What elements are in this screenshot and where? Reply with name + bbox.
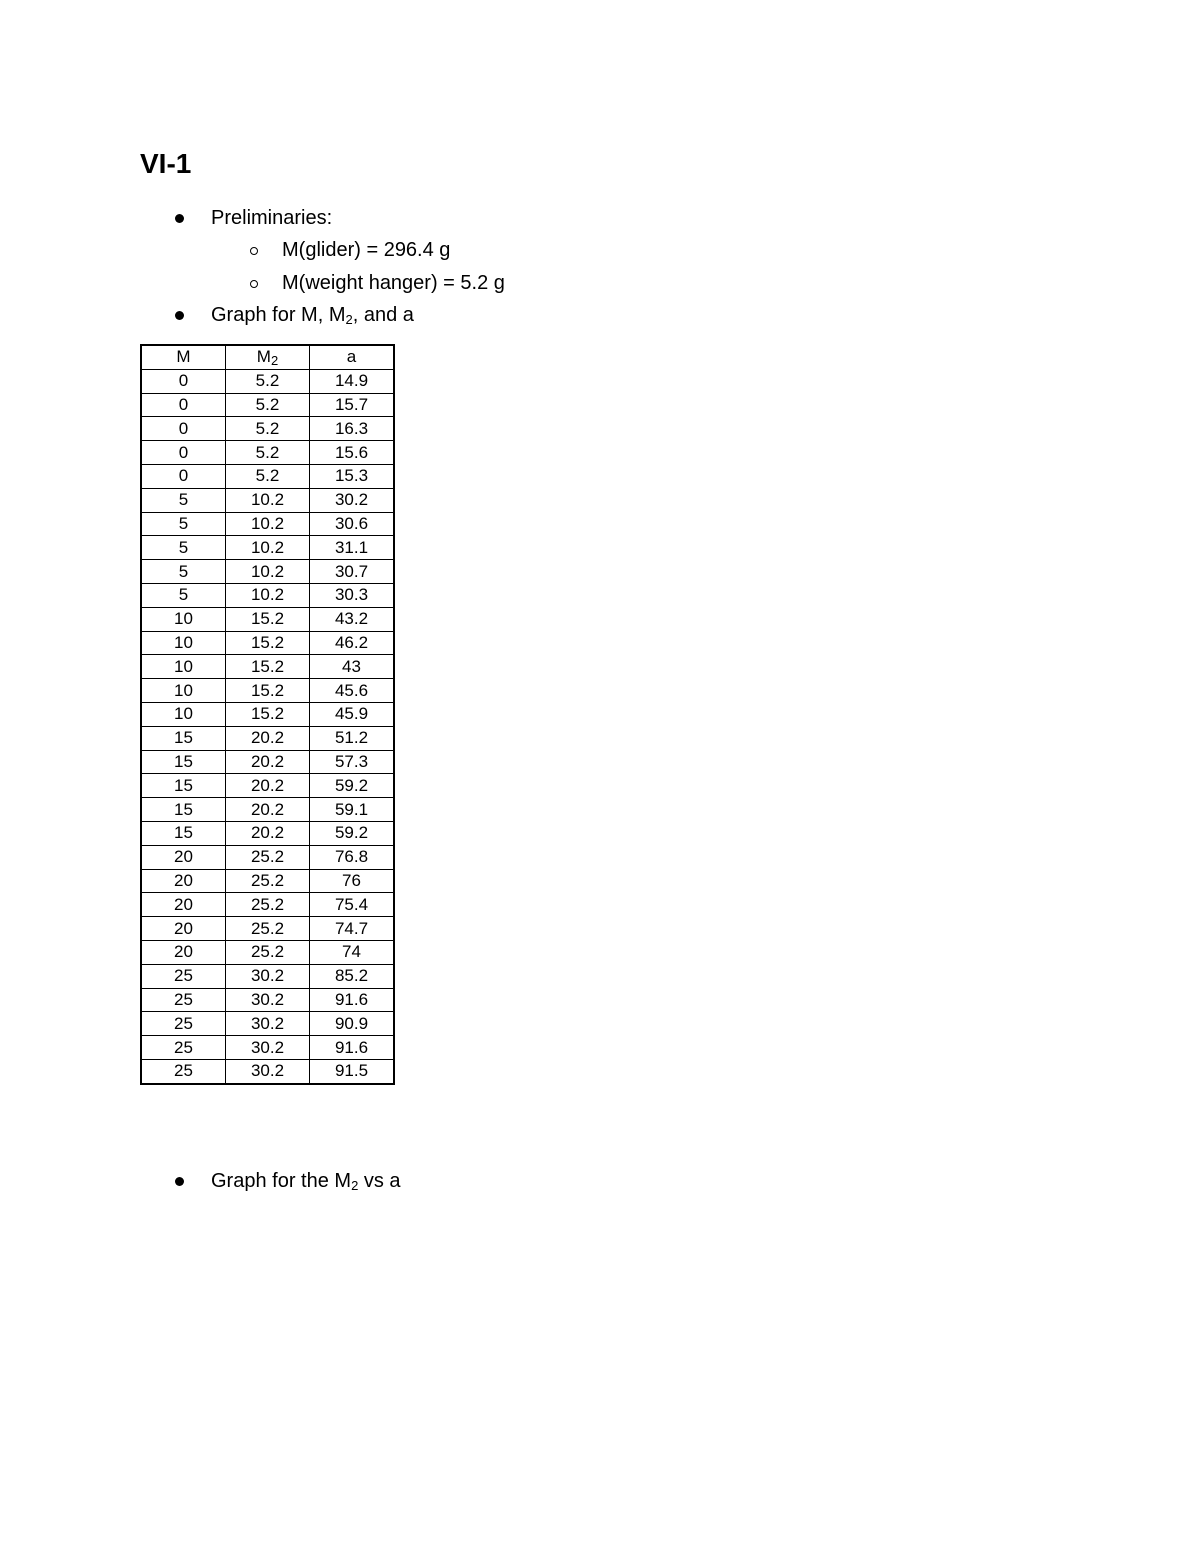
cell-m2: 30.2 <box>226 988 310 1012</box>
graph-m2-vs-a-prefix: Graph for the M <box>211 1170 352 1192</box>
cell-a: 91.6 <box>310 1036 395 1060</box>
cell-a: 74.7 <box>310 917 395 941</box>
cell-m: 15 <box>141 774 226 798</box>
table-row <box>141 845 394 869</box>
cell-m2: 20.2 <box>226 821 310 845</box>
cell-m2: 20.2 <box>226 774 310 798</box>
cell-m2: 5.2 <box>226 393 310 417</box>
cell-m2: 10.2 <box>226 560 310 584</box>
cell-m2: 30.2 <box>226 1012 310 1036</box>
cell-m: 25 <box>141 1012 226 1036</box>
table-row <box>141 964 394 988</box>
cell-m2: 25.2 <box>226 869 310 893</box>
table-row <box>141 607 394 631</box>
cell-m: 0 <box>141 441 226 465</box>
cell-m: 10 <box>141 631 226 655</box>
cell-m2: 15.2 <box>226 631 310 655</box>
cell-m2: 25.2 <box>226 893 310 917</box>
cell-a: 31.1 <box>310 536 395 560</box>
cell-a: 57.3 <box>310 750 395 774</box>
bullet-circle-icon <box>250 247 258 255</box>
table-row <box>141 512 394 536</box>
cell-a: 30.2 <box>310 488 395 512</box>
table-row <box>141 393 394 417</box>
cell-m: 20 <box>141 845 226 869</box>
cell-m2: 25.2 <box>226 917 310 941</box>
cell-m2: 20.2 <box>226 726 310 750</box>
table-row <box>141 798 394 822</box>
graph-table-label-prefix: Graph for M, M <box>211 304 346 326</box>
table-row <box>141 869 394 893</box>
cell-m2: 20.2 <box>226 798 310 822</box>
cell-m: 20 <box>141 893 226 917</box>
data-table <box>140 344 395 1085</box>
table-row <box>141 1036 394 1060</box>
cell-m: 10 <box>141 655 226 679</box>
cell-m2: 25.2 <box>226 940 310 964</box>
cell-m: 25 <box>141 988 226 1012</box>
cell-m: 0 <box>141 369 226 393</box>
table-row <box>141 940 394 964</box>
cell-m: 5 <box>141 560 226 584</box>
header-m: M <box>141 345 226 369</box>
table-row <box>141 417 394 441</box>
cell-a: 15.7 <box>310 393 395 417</box>
table-row <box>141 464 394 488</box>
table-row <box>141 821 394 845</box>
cell-m2: 30.2 <box>226 964 310 988</box>
cell-m: 0 <box>141 393 226 417</box>
graph-table-label <box>211 302 414 328</box>
cell-a: 15.6 <box>310 441 395 465</box>
table-row <box>141 1059 394 1083</box>
cell-m2: 30.2 <box>226 1036 310 1060</box>
cell-m: 5 <box>141 536 226 560</box>
cell-a: 43 <box>310 655 395 679</box>
cell-a: 90.9 <box>310 1012 395 1036</box>
hanger-mass-text: M(weight hanger) = 5.2 g <box>282 272 505 294</box>
cell-m2: 5.2 <box>226 441 310 465</box>
table-row <box>141 583 394 607</box>
cell-m2: 15.2 <box>226 655 310 679</box>
cell-m: 15 <box>141 726 226 750</box>
page-heading: VI-1 <box>140 148 192 179</box>
cell-m2: 15.2 <box>226 702 310 726</box>
header-m2-sub: 2 <box>270 353 279 369</box>
table-row <box>141 988 394 1012</box>
table-row <box>141 702 394 726</box>
cell-m2: 5.2 <box>226 369 310 393</box>
cell-a: 76 <box>310 869 395 893</box>
bullet-dot-icon <box>175 311 184 320</box>
cell-a: 85.2 <box>310 964 395 988</box>
table-row <box>141 1012 394 1036</box>
cell-a: 43.2 <box>310 607 395 631</box>
table-row <box>141 369 394 393</box>
table-row <box>141 893 394 917</box>
table-row <box>141 679 394 703</box>
cell-m2: 20.2 <box>226 750 310 774</box>
table-row <box>141 488 394 512</box>
cell-m: 25 <box>141 964 226 988</box>
cell-m2: 30.2 <box>226 1059 310 1083</box>
cell-m: 15 <box>141 821 226 845</box>
cell-a: 91.5 <box>310 1059 395 1083</box>
cell-m2: 15.2 <box>226 607 310 631</box>
cell-a: 59.2 <box>310 774 395 798</box>
cell-m: 25 <box>141 1036 226 1060</box>
table-row <box>141 917 394 941</box>
bullet-dot-icon <box>175 1177 184 1186</box>
header-m2 <box>226 345 310 369</box>
cell-m: 15 <box>141 798 226 822</box>
graph-table-label-suffix: , and a <box>352 304 414 326</box>
cell-m: 0 <box>141 417 226 441</box>
bullet-circle-icon <box>250 280 258 288</box>
cell-a: 45.6 <box>310 679 395 703</box>
glider-mass-text: M(glider) = 296.4 g <box>282 239 451 261</box>
cell-a: 16.3 <box>310 417 395 441</box>
cell-m: 15 <box>141 750 226 774</box>
bullet-dot-icon <box>175 214 184 223</box>
cell-a: 59.1 <box>310 798 395 822</box>
table-row <box>141 774 394 798</box>
cell-m2: 10.2 <box>226 488 310 512</box>
cell-a: 46.2 <box>310 631 395 655</box>
cell-a: 91.6 <box>310 988 395 1012</box>
cell-m2: 10.2 <box>226 583 310 607</box>
cell-a: 59.2 <box>310 821 395 845</box>
cell-m: 20 <box>141 917 226 941</box>
cell-m2: 5.2 <box>226 417 310 441</box>
cell-m: 20 <box>141 869 226 893</box>
cell-a: 75.4 <box>310 893 395 917</box>
table-row <box>141 536 394 560</box>
cell-m2: 10.2 <box>226 512 310 536</box>
cell-a: 74 <box>310 940 395 964</box>
cell-m: 5 <box>141 512 226 536</box>
cell-m2: 5.2 <box>226 464 310 488</box>
cell-m2: 15.2 <box>226 679 310 703</box>
header-a: a <box>310 345 395 369</box>
cell-m: 5 <box>141 488 226 512</box>
cell-m: 5 <box>141 583 226 607</box>
cell-m2: 10.2 <box>226 536 310 560</box>
cell-a: 30.3 <box>310 583 395 607</box>
preliminaries-label: Preliminaries: <box>211 207 333 229</box>
cell-m: 20 <box>141 940 226 964</box>
table-row <box>141 631 394 655</box>
cell-a: 51.2 <box>310 726 395 750</box>
cell-a: 45.9 <box>310 702 395 726</box>
header-m2-label: M <box>256 347 271 367</box>
cell-a: 15.3 <box>310 464 395 488</box>
cell-m2: 25.2 <box>226 845 310 869</box>
table-row <box>141 726 394 750</box>
table-row <box>141 750 394 774</box>
table-row <box>141 560 394 584</box>
graph-m2-vs-a-suffix: vs a <box>358 1170 401 1192</box>
cell-a: 30.7 <box>310 560 395 584</box>
table-row <box>141 441 394 465</box>
cell-m: 10 <box>141 679 226 703</box>
graph-table-label-sub: 2 <box>345 312 353 327</box>
cell-a: 76.8 <box>310 845 395 869</box>
cell-m: 10 <box>141 607 226 631</box>
cell-a: 14.9 <box>310 369 395 393</box>
table-header-row <box>141 345 394 369</box>
cell-m: 25 <box>141 1059 226 1083</box>
graph-m2-vs-a-label <box>211 1168 401 1194</box>
cell-a: 30.6 <box>310 512 395 536</box>
graph-m2-vs-a-sub: 2 <box>351 1178 359 1193</box>
table-row <box>141 655 394 679</box>
cell-m: 0 <box>141 464 226 488</box>
table-body <box>141 369 394 1083</box>
cell-m: 10 <box>141 702 226 726</box>
